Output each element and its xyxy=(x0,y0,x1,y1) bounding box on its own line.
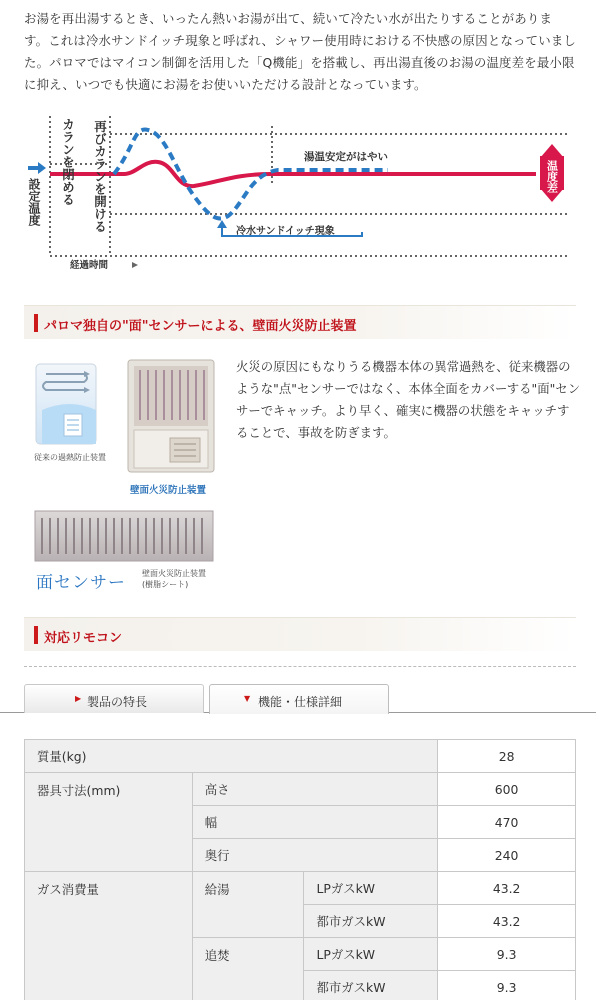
height-label: 高さ xyxy=(192,773,438,806)
caption-sheet-line1: 壁面火災防止装置 xyxy=(142,569,206,578)
reheat-city-value: 9.3 xyxy=(438,971,576,1000)
cold-sandwich-label: 冷水サンドイッチ現象 xyxy=(236,226,335,237)
weight-value: 28 xyxy=(438,740,576,773)
triangle-right-icon: ▶ xyxy=(75,694,82,703)
tab-function-spec[interactable] xyxy=(209,684,389,714)
heading-marker xyxy=(34,626,38,644)
dashed-separator xyxy=(24,666,576,667)
intro-paragraph: お湯を再出湯するとき、いったん熱いお湯が出て、続いて冷たい水が出たりすることがあります。これは冷水サンドイッチ現象と呼ばれ、シャワー使用時における不快感の原因となっていました。パロマではマイコン制御を活用した「Q機能」を搭載し、再出湯直後のお湯の温度差を最小限に抑え、いつでも快適にお湯をお使いいただける設計となっています。 xyxy=(24,11,577,92)
heading-marker xyxy=(34,314,38,332)
sensor-description: 火災の原因にもなりうる機器本体の異常過熱を、従来機器のような"点"センサーではなく、本体全面をカバーする"面"センサーでキャッチ。より早く、確実に機器の状態をキャッチすることで、事故を防ぎます。 xyxy=(236,359,581,440)
men-sensor-label: 面センサー xyxy=(36,573,126,593)
city-gas-label: 都市ガスkW xyxy=(304,971,438,1000)
close-faucet-label: カランを閉める xyxy=(60,118,76,206)
section-heading-sensor xyxy=(24,305,576,339)
section-heading-remote xyxy=(24,617,576,651)
width-label: 幅 xyxy=(192,806,438,839)
depth-label: 奥行 xyxy=(192,839,438,872)
height-value: 600 xyxy=(438,773,576,806)
supply-city-value: 43.2 xyxy=(438,905,576,938)
reopen-faucet-label: 再びカランを開ける xyxy=(92,120,108,233)
reheat-label: 追焚 xyxy=(192,938,304,1000)
section-title-sensor: パロマ独自の"面"センサーによる、壁面火災防止装置 xyxy=(44,319,357,334)
surface-sensor-sheet-image xyxy=(34,510,214,562)
lp-gas-label: LPガスkW xyxy=(304,872,438,905)
tab-product-features[interactable] xyxy=(24,684,204,713)
width-value: 470 xyxy=(438,806,576,839)
table-row xyxy=(25,740,576,773)
table-row xyxy=(25,773,576,806)
caption-conventional-device: 従来の過熱防止装置 xyxy=(34,453,106,462)
gas-consumption-label: ガス消費量 xyxy=(25,872,193,1000)
tab-label: 製品の特長 xyxy=(87,695,148,709)
caption-sheet-line2: (樹脂シート) xyxy=(142,580,189,589)
wall-fire-prevention-device-image xyxy=(126,358,218,476)
triangle-down-icon: ▼ xyxy=(244,694,251,703)
stable-label: 湯温安定がはやい xyxy=(304,151,388,163)
section-title-remote: 対応リモコン xyxy=(44,631,123,646)
reheat-lp-value: 9.3 xyxy=(438,938,576,971)
elapsed-time-label: 経過時間 xyxy=(70,260,109,271)
weight-label: 質量(kg) xyxy=(25,740,438,773)
set-temp-label: 設定温度 xyxy=(27,178,41,226)
table-row xyxy=(25,872,576,905)
conventional-device-image xyxy=(34,362,110,446)
caption-wall-fire-device: 壁面火災防止装置 xyxy=(130,485,207,496)
supply-label: 給湯 xyxy=(192,872,304,938)
depth-value: 240 xyxy=(438,839,576,872)
city-gas-label: 都市ガスkW xyxy=(304,905,438,938)
spec-table xyxy=(24,739,576,1000)
temperature-diagram xyxy=(24,108,580,278)
dims-label: 器具寸法(mm) xyxy=(25,773,193,872)
tab-label: 機能・仕様詳細 xyxy=(258,695,343,709)
lp-gas-label: LPガスkW xyxy=(304,938,438,971)
temp-diff-label: 温度差 xyxy=(545,160,559,193)
supply-lp-value: 43.2 xyxy=(438,872,576,905)
